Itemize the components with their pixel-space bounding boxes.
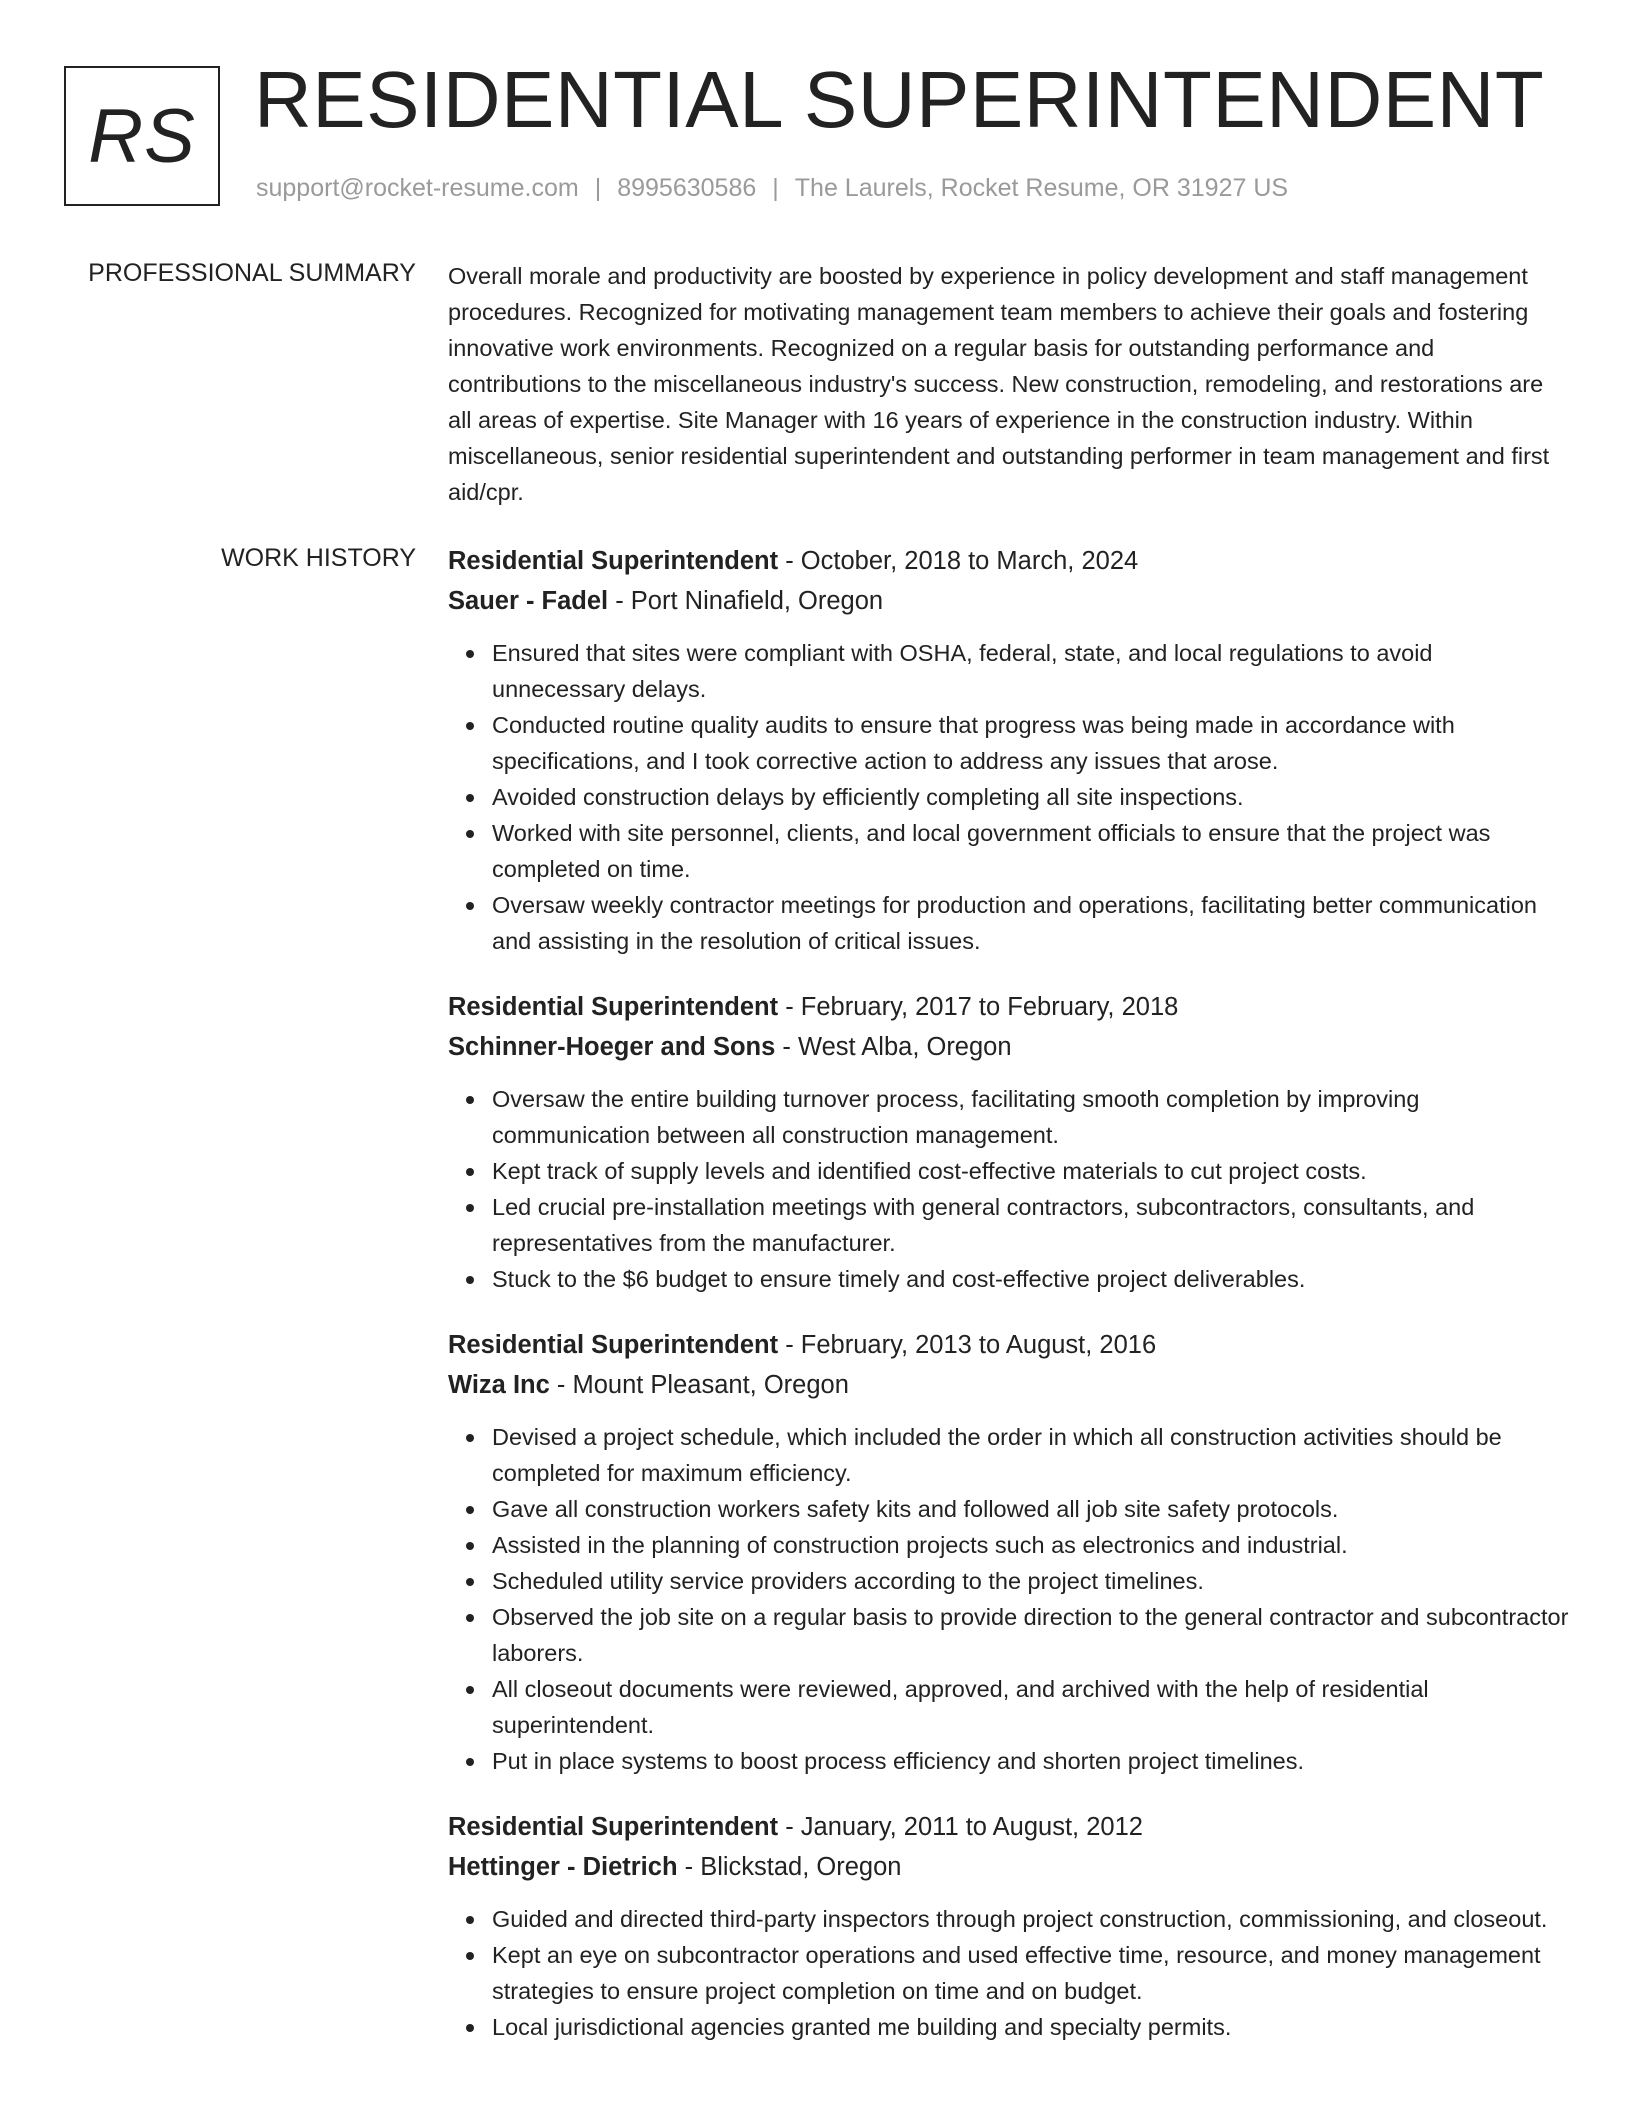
contact-address: The Laurels, Rocket Resume, OR 31927 US <box>794 174 1289 202</box>
contact-email: support@rocket-resume.com <box>256 174 579 202</box>
job-dates: - February, 2013 to August, 2016 <box>778 1331 1157 1359</box>
job-entry <box>448 1807 1572 2045</box>
job-bullet: Kept track of supply levels and identified cost-effective materials to cut project costs. <box>492 1153 1572 1189</box>
job-company: Schinner-Hoeger and Sons <box>448 1033 776 1061</box>
summary-text: Overall morale and productivity are boosted by experience in policy development and staff management procedures. Recognized for motivating management team members to achieve their goals and fostering innovative work environments. Recognized on a regular basis for outstanding performance and contributions to the miscellaneous industry's success. New construction, remodeling, and restorations are all areas of expertise. Site Manager with 16 years of experience in the construction industry. Within miscellaneous, senior residential superintendent and outstanding performer in team management and first aid/cpr. <box>448 263 1550 505</box>
job-company: Wiza Inc <box>448 1371 550 1399</box>
job-bullet: All closeout documents were reviewed, approved, and archived with the help of residential superintendent. <box>492 1671 1572 1743</box>
monogram-logo <box>64 66 220 206</box>
job-bullet: Avoided construction delays by efficiently completing all site inspections. <box>492 779 1572 815</box>
summary-section <box>448 258 1572 510</box>
contact-phone: 8995630586 <box>617 174 757 202</box>
job-company-line <box>448 581 1572 621</box>
job-bullet-list <box>448 1901 1572 2045</box>
job-bullet: Worked with site personnel, clients, and local government officials to ensure that the project was completed on time. <box>492 815 1572 887</box>
job-company: Hettinger - Dietrich <box>448 1853 678 1881</box>
job-dates: - October, 2018 to March, 2024 <box>778 547 1139 575</box>
job-entry <box>448 541 1572 959</box>
job-title-line <box>448 541 1572 581</box>
job-bullet: Kept an eye on subcontractor operations and used effective time, resource, and money management strategies to ensure project completion on time and on budget. <box>492 1937 1572 2009</box>
job-bullet: Gave all construction workers safety kits and followed all job site safety protocols. <box>492 1491 1572 1527</box>
job-title: Residential Superintendent <box>448 547 779 575</box>
job-bullet: Ensured that sites were compliant with OSHA, federal, state, and local regulations to avoid unnecessary delays. <box>492 635 1572 707</box>
job-title-line <box>448 1807 1572 1847</box>
job-company-line <box>448 1847 1572 1887</box>
section-label-summary: PROFESSIONAL SUMMARY <box>88 259 416 287</box>
job-bullet: Oversaw the entire building turnover process, facilitating smooth completion by improving communication between all construction management. <box>492 1081 1572 1153</box>
monogram-text: RS <box>88 93 196 179</box>
resume-title: RESIDENTIAL SUPERINTENDENT <box>254 55 1545 144</box>
contact-line <box>256 174 1288 203</box>
job-dates: - January, 2011 to August, 2012 <box>778 1813 1143 1841</box>
job-bullet: Guided and directed third-party inspectors through project construction, commissioning, and closeout. <box>492 1901 1572 1937</box>
job-entry <box>448 987 1572 1297</box>
job-bullet: Observed the job site on a regular basis to provide direction to the general contractor and subcontractor laborers. <box>492 1599 1572 1671</box>
contact-separator: | <box>594 174 602 202</box>
job-company: Sauer - Fadel <box>448 587 609 615</box>
job-bullet: Devised a project schedule, which included the order in which all construction activities should be completed for maximum efficiency. <box>492 1419 1572 1491</box>
job-bullet: Put in place systems to boost process efficiency and shorten project timelines. <box>492 1743 1572 1779</box>
job-company-line <box>448 1365 1572 1405</box>
job-title-line <box>448 1325 1572 1365</box>
job-bullet-list <box>448 1081 1572 1297</box>
job-bullet-list <box>448 635 1572 959</box>
job-title-line <box>448 987 1572 1027</box>
job-entry <box>448 1325 1572 1779</box>
job-bullet: Conducted routine quality audits to ensure that progress was being made in accordance with specifications, and I took corrective action to address any issues that arose. <box>492 707 1572 779</box>
job-bullet: Oversaw weekly contractor meetings for production and operations, facilitating better communication and assisting in the resolution of critical issues. <box>492 887 1572 959</box>
job-location: - Blickstad, Oregon <box>677 1853 902 1881</box>
job-bullet: Scheduled utility service providers according to the project timelines. <box>492 1563 1572 1599</box>
job-title: Residential Superintendent <box>448 1813 779 1841</box>
job-title: Residential Superintendent <box>448 1331 779 1359</box>
job-bullet-list <box>448 1419 1572 1779</box>
job-bullet: Assisted in the planning of construction projects such as electronics and industrial. <box>492 1527 1572 1563</box>
job-location: - Port Ninafield, Oregon <box>608 587 884 615</box>
section-label-work-history: WORK HISTORY <box>221 544 416 572</box>
job-company-line <box>448 1027 1572 1067</box>
job-bullet: Local jurisdictional agencies granted me building and specialty permits. <box>492 2009 1572 2045</box>
job-location: - West Alba, Oregon <box>775 1033 1012 1061</box>
work-history-section <box>448 541 1572 2073</box>
job-bullet: Stuck to the $6 budget to ensure timely and cost-effective project deliverables. <box>492 1261 1572 1297</box>
contact-separator: | <box>772 174 779 202</box>
job-title: Residential Superintendent <box>448 993 779 1021</box>
job-location: - Mount Pleasant, Oregon <box>549 1371 849 1399</box>
job-dates: - February, 2017 to February, 2018 <box>778 993 1179 1021</box>
job-bullet: Led crucial pre-installation meetings with general contractors, subcontractors, consultants, and representatives from the manufacturer. <box>492 1189 1572 1261</box>
